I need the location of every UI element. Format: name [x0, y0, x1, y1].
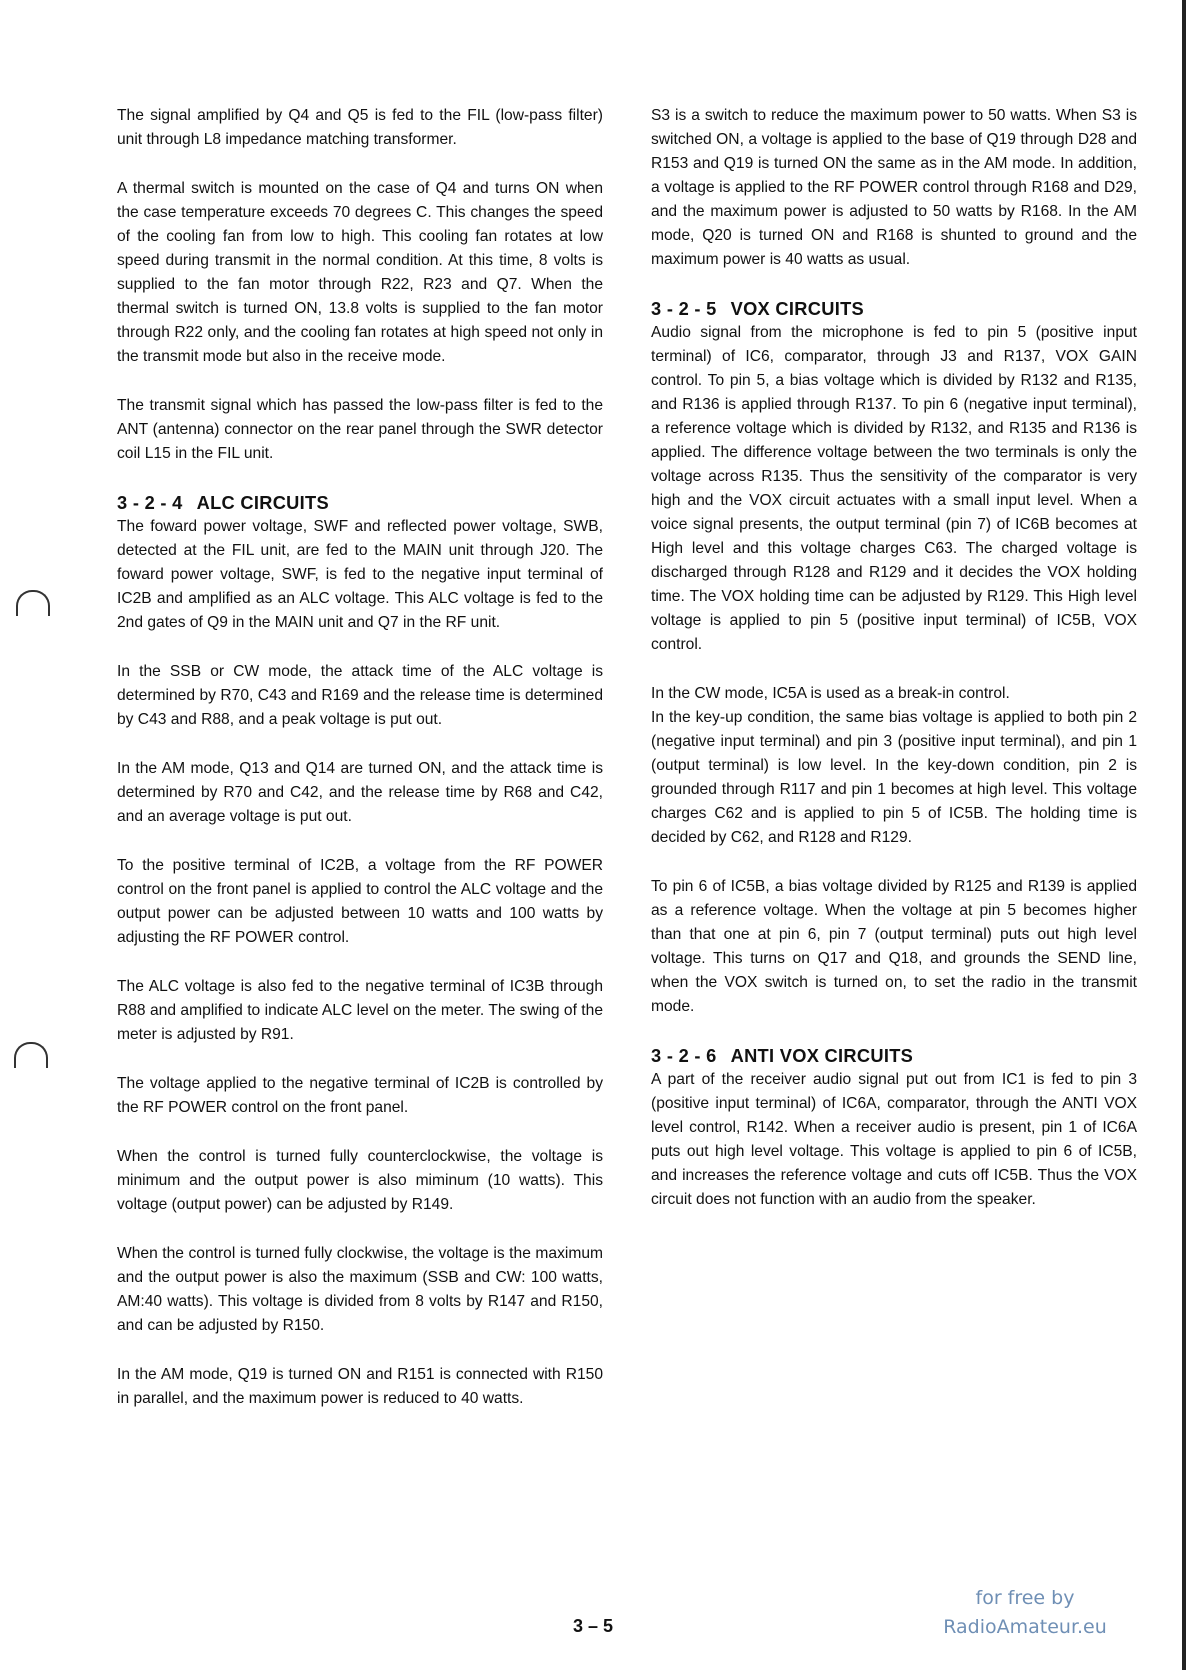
- paragraph-low-pass-filter: The transmit signal which has passed the low-pass filter is fed to the ANT (antenna) connector on the rear panel through the SWR detector coil L15 in the FIL unit.: [117, 397, 603, 462]
- section-heading-anti-vox: [651, 1044, 1137, 1068]
- paragraph-alc-4: To the positive terminal of IC2B, a voltage from the RF POWER control on the front panel is applied to control the ALC voltage and the output power can be adjusted between 10 watts and 100 watts by adjusting the RF POWER control.: [117, 857, 603, 946]
- paragraph-vox-3: To pin 6 of IC5B, a bias voltage divided by R125 and R139 is applied as a reference voltage. When the voltage at pin 5 becomes higher than that one at pin 6, pin 7 (output terminal) puts out high level voltage. This turns on Q17 and Q18, and grounds the SEND line, when the VOX switch is turned on, to set the radio in the transmit mode.: [651, 878, 1137, 1015]
- section-number: 3 - 2 - 5: [651, 298, 717, 319]
- page-number: 3 – 5: [572, 1616, 614, 1636]
- section-heading-alc: [117, 491, 603, 515]
- paragraph-thermal-switch: A thermal switch is mounted on the case of Q4 and turns ON when the case temperature exceeds 70 degrees C. This changes the speed of the cooling fan from low to high. This cooling fan rotates at low speed during transmit in the normal condition. At this time, 8 volts is supplied to the fan motor through R22, R23 and Q7. When the thermal switch is turned ON, 13.8 volts is supplied to the fan motor through R22 only, and the cooling fan rotates at high speed not only in the transmit mode but also in the receive mode.: [117, 180, 603, 365]
- section-title: ANTI VOX CIRCUITS: [730, 1045, 914, 1066]
- paragraph-alc-2: In the SSB or CW mode, the attack time of the ALC voltage is determined by R70, C43 and R169 and the release time is determined by C43 and R88, and a peak voltage is put out.: [117, 663, 603, 728]
- paragraph-vox-2b: In the key-up condition, the same bias voltage is applied to both pin 2 (negative input terminal) and pin 3 (positive input terminal), and pin 1 (output terminal) is low level. In the key-down condition, pin 2 is grounded through R117 and pin 1 becomes at high level. This voltage charges C62 and is applied to pin 5 of IC5B. The holding time is decided by C62, and R128 and R129.: [651, 709, 1137, 846]
- paragraph-q4-q5-signal: The signal amplified by Q4 and Q5 is fed to the FIL (low-pass filter) unit through L8 impedance matching transformer.: [117, 107, 603, 148]
- watermark-line-2: RadioAmateur.eu: [943, 1616, 1107, 1638]
- paragraph-vox-2a: In the CW mode, IC5A is used as a break-in control.: [651, 685, 1010, 702]
- paragraph-alc-6: The voltage applied to the negative terminal of IC2B is controlled by the RF POWER control on the front panel.: [117, 1075, 603, 1116]
- paragraph-anti-vox-1: A part of the receiver audio signal put out from IC1 is fed to pin 3 (positive input terminal) of IC6A, comparator, through the ANTI VOX level control, R142. When a receiver audio is present, pin 1 of IC6A puts out high level voltage. This voltage is applied to pin 6 of IC5B, and increases the reference voltage and cuts off IC5B. Thus the VOX circuit does not function with an audio from the speaker.: [651, 1071, 1137, 1208]
- left-column: [117, 104, 603, 1436]
- binder-hole-mark-upper: [16, 590, 50, 616]
- watermark: [920, 1584, 1130, 1642]
- paragraph-alc-1: The foward power voltage, SWF and reflected power voltage, SWB, detected at the FIL unit, are fed to the MAIN unit through J20. The foward power voltage, SWF, is fed to the negative input terminal of IC2B and amplified as an ALC voltage. This ALC voltage is fed to the 2nd gates of Q9 in the MAIN unit and Q7 in the RF unit.: [117, 518, 603, 631]
- paragraph-alc-7: When the control is turned fully counterclockwise, the voltage is minimum and the output power is also miminum (10 watts). This voltage (output power) can be adjusted by R149.: [117, 1148, 603, 1213]
- paragraph-alc-8: When the control is turned fully clockwise, the voltage is the maximum and the output power is also the maximum (SSB and CW: 100 watts, AM:40 watts). This voltage is divided from 8 volts by R147 and R150, and can be adjusted by R150.: [117, 1245, 603, 1334]
- watermark-line-1: for free by: [975, 1587, 1075, 1609]
- paragraph-alc-9: In the AM mode, Q19 is turned ON and R151 is connected with R150 in parallel, and the maximum power is reduced to 40 watts.: [117, 1366, 603, 1407]
- paragraph-alc-3: In the AM mode, Q13 and Q14 are turned ON, and the attack time is determined by R70 and C42, and the release time by R68 and C42, and an average voltage is put out.: [117, 760, 603, 825]
- section-title: ALC CIRCUITS: [196, 492, 329, 513]
- section-title: VOX CIRCUITS: [730, 298, 864, 319]
- binder-hole-mark-lower: [14, 1042, 48, 1068]
- paragraph-s3-switch: S3 is a switch to reduce the maximum power to 50 watts. When S3 is switched ON, a voltage is applied to the base of Q19 through D28 and R153 and Q19 is turned ON the same as in the AM mode. In addition, a voltage is applied to the RF POWER control through R168 and D29, and the maximum power is adjusted to 50 watts by R168. In the AM mode, Q20 is turned ON and R168 is shunted to ground and the maximum power is 40 watts as usual.: [651, 107, 1137, 268]
- right-column: [651, 104, 1137, 1237]
- paragraph-alc-5: The ALC voltage is also fed to the negative terminal of IC3B through R88 and amplified to indicate ALC level on the meter. The swing of the meter is adjusted by R91.: [117, 978, 603, 1043]
- section-number: 3 - 2 - 6: [651, 1045, 717, 1066]
- section-number: 3 - 2 - 4: [117, 492, 183, 513]
- paragraph-vox-1: Audio signal from the microphone is fed to pin 5 (positive input terminal) of IC6, comparator, through J3 and R137, VOX GAIN control. To pin 5, a bias voltage which is divided by R132 and R135, and R136 is applied through R137. To pin 6 (negative input terminal), a reference voltage which is divided by R132, and R135 and R136 is applied. The difference voltage between the two terminals is only the voltage across R135. Thus the sensitivity of the comparator is very high and the VOX circuit actuates with a small input level. When a voice signal presents, the output terminal (pin 7) of IC6B becomes at High level and this voltage charges C63. The charged voltage is discharged through R128 and R129 and it decides the VOX holding time. The VOX holding time can be adjusted by R129. This High level voltage is applied to pin 5 (positive input terminal) of IC5B, VOX control.: [651, 324, 1137, 653]
- section-heading-vox: [651, 297, 1137, 321]
- page-edge-line: [1182, 0, 1186, 1670]
